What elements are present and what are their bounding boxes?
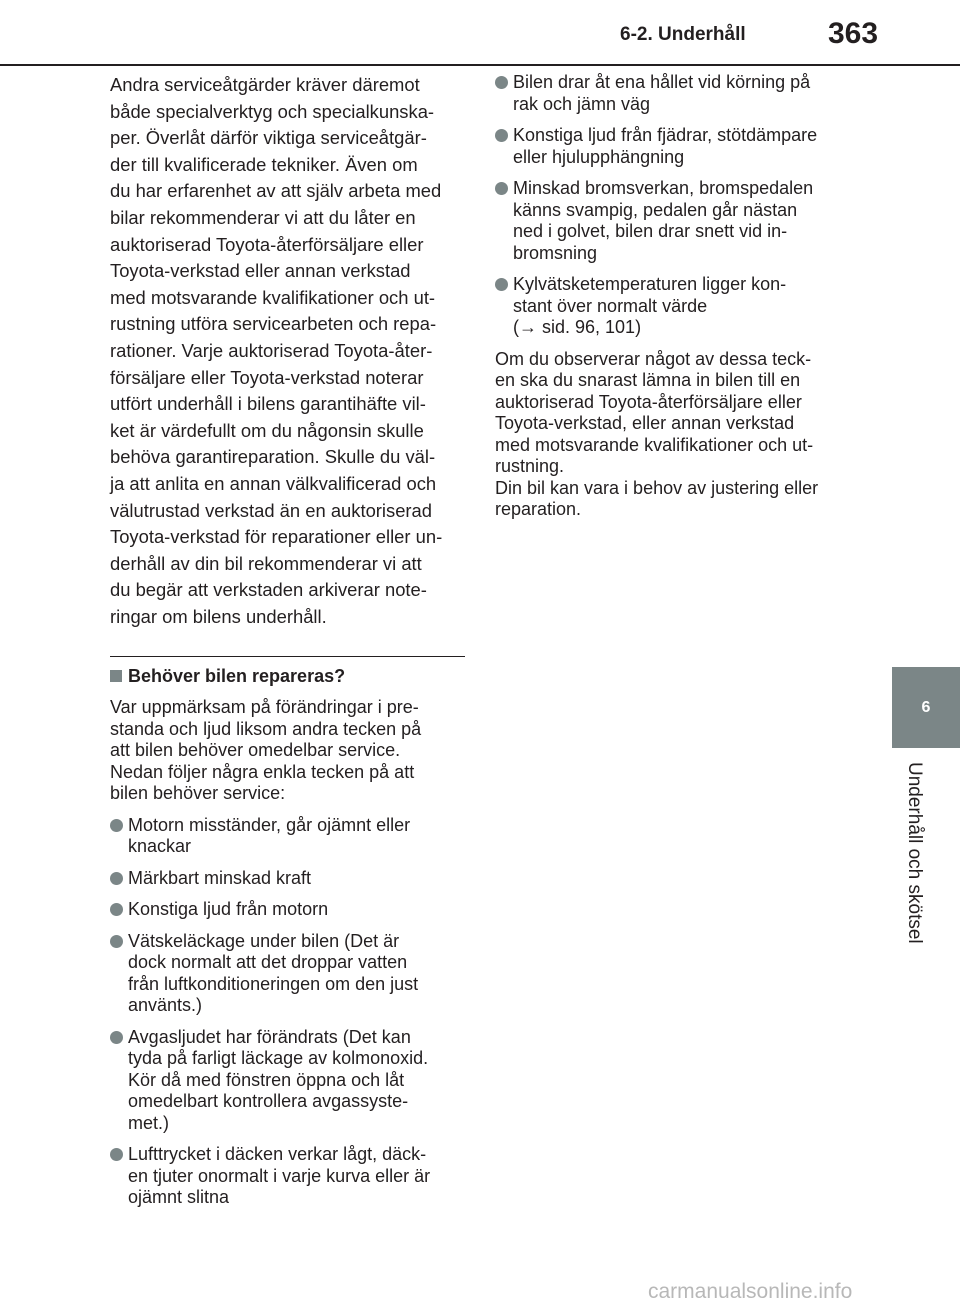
- chapter-tab: [892, 667, 960, 748]
- text-line: standa och ljud liksom andra tecken på: [110, 718, 422, 739]
- text-line: Konstiga ljud från motorn: [128, 899, 329, 920]
- text-line: Konstiga ljud från fjädrar, stötdämpare: [513, 125, 818, 145]
- text-line: använts.): [128, 995, 203, 1016]
- left-column: [110, 72, 465, 1219]
- text-line: ojämnt slitna: [128, 1187, 230, 1208]
- text-line: Din bil kan vara i behov av justering eller: [495, 477, 819, 498]
- text-line: försäljare eller Toyota-verkstad noterar: [110, 366, 424, 388]
- text-line: Lufttrycket i däcken verkar lågt, däck-: [128, 1144, 427, 1165]
- bullet-dot-icon: [495, 129, 508, 142]
- right-column: [495, 72, 855, 531]
- text-line: Minskad bromsverkan, bromspedalen: [513, 178, 814, 198]
- text-line: Toyota-verkstad, eller annan verkstad: [495, 413, 795, 433]
- text-line: du begär att verkstaden arkiverar note-: [110, 579, 427, 601]
- intro-paragraph: [110, 72, 465, 630]
- text-line: Kylvätsketemperaturen ligger kon-: [513, 274, 787, 294]
- text-line: tyda på farligt läckage av kolmonoxid.: [128, 1048, 429, 1069]
- square-bullet-icon: [110, 670, 122, 682]
- text-line: dock normalt att det droppar vatten: [128, 952, 408, 973]
- text-line: rationer. Varje auktoriserad Toyota-åter-: [110, 339, 433, 361]
- closing-paragraph: [495, 349, 855, 521]
- text-line: bilar rekommenderar vi att du låter en: [110, 206, 416, 228]
- text-line: Var uppmärksam på förändringar i pre-: [110, 697, 419, 718]
- text-line: ja att anlita en annan välkvalificerad och: [110, 472, 437, 494]
- text-line: rustning utföra servicearbeten och repa-: [110, 313, 437, 335]
- text-line: en ska du snarast lämna in bilen till en: [495, 370, 801, 390]
- text-line: Toyota-verkstad eller annan verkstad: [110, 260, 411, 282]
- text-line: Om du observerar något av dessa teck-: [495, 348, 812, 369]
- text-line: omedelbart kontrollera avgassyste-: [128, 1091, 409, 1112]
- text-line: Toyota-verkstad för reparationer eller un-: [110, 526, 443, 548]
- text-line: från luftkonditioneringen om den just: [128, 973, 419, 994]
- page-header: [0, 0, 960, 64]
- text-line: behöva garantireparation. Skulle du väl-: [110, 446, 436, 468]
- page-number: 363: [828, 17, 879, 50]
- bullet-item: [110, 815, 465, 858]
- section-heading: [110, 665, 465, 687]
- section-title: 6-2. Underhåll: [620, 24, 746, 45]
- text-line: Bilen drar åt ena hållet vid körning på: [513, 72, 811, 92]
- bullet-item: [110, 1144, 465, 1209]
- text-line: derhåll av din bil rekommenderar vi att: [110, 552, 422, 574]
- text-line: en tjuter onormalt i varje kurva eller är: [128, 1165, 431, 1186]
- text-line: känns svampig, pedalen går nästan: [513, 199, 798, 220]
- bullet-item: [110, 899, 465, 921]
- text-line: rustning.: [495, 456, 565, 476]
- text-line: eller hjulupphängning: [513, 146, 685, 167]
- bullet-list-left: [110, 815, 465, 1209]
- text-line: rak och jämn väg: [513, 93, 651, 114]
- text-line: Andra serviceåtgärder kräver däremot: [110, 74, 420, 95]
- bullet-item: [110, 868, 465, 890]
- text-line: (→ sid. 96, 101): [513, 317, 642, 337]
- bullet-dot-icon: [495, 182, 508, 195]
- bullet-dot-icon: [110, 935, 123, 948]
- text-line: Nedan följer några enkla tecken på att: [110, 761, 415, 782]
- header-rule: [0, 64, 960, 66]
- text-line: per. Överlåt därför viktiga serviceåtgär-: [110, 127, 427, 149]
- bullet-dot-icon: [110, 903, 123, 916]
- section-divider: [110, 656, 465, 657]
- text-line: ned i golvet, bilen drar snett vid in-: [513, 221, 788, 241]
- text-line: med motsvarande kvalifikationer och ut-: [495, 434, 814, 455]
- watermark: carmanualsonline.info: [648, 1280, 853, 1303]
- text-line: bromsning: [513, 242, 598, 263]
- bullet-list-right: [495, 72, 855, 339]
- text-line: stant över normalt värde: [513, 295, 708, 316]
- text-line: Kör då med fönstren öppna och låt: [128, 1069, 405, 1090]
- bullet-dot-icon: [110, 872, 123, 885]
- bullet-dot-icon: [110, 1031, 123, 1044]
- chapter-number: 6: [921, 698, 931, 716]
- text-line: auktoriserad Toyota-återförsäljare eller: [495, 391, 802, 412]
- bullet-dot-icon: [110, 1148, 123, 1161]
- text-line: auktoriserad Toyota-återförsäljare eller: [110, 233, 424, 255]
- text-line: att bilen behöver omedelbar service.: [110, 740, 401, 761]
- bullet-item: [495, 125, 855, 168]
- bullet-dot-icon: [495, 76, 508, 89]
- bullet-item: [495, 274, 855, 339]
- text-line: knackar: [128, 836, 192, 857]
- text-line: ringar om bilens underhåll.: [110, 605, 327, 627]
- text-line: med motsvarande kvalifikationer och ut-: [110, 286, 436, 308]
- text-line: met.): [128, 1112, 170, 1133]
- bullet-item: [110, 1027, 465, 1135]
- text-line: bilen behöver service:: [110, 783, 286, 804]
- bullet-item: [495, 178, 855, 264]
- text-line: Märkbart minskad kraft: [128, 867, 312, 888]
- section-heading-text: Behöver bilen repareras?: [128, 666, 346, 687]
- text-line: Motorn misständer, går ojämnt eller: [128, 814, 411, 835]
- lead-paragraph: [110, 697, 465, 805]
- text-line: utfört underhåll i bilens garantihäfte vil-: [110, 393, 426, 415]
- chapter-label: Underhåll och skötsel: [904, 762, 925, 944]
- text-line: ket är värdefullt om du någonsin skulle: [110, 419, 424, 441]
- text-line: der till kvalificerade tekniker. Även om: [110, 153, 418, 175]
- text-line: både specialverktyg och specialkunska-: [110, 100, 435, 122]
- bullet-dot-icon: [110, 819, 123, 832]
- text-line: Avgasljudet har förändrats (Det kan: [128, 1026, 411, 1047]
- text-line: Vätskeläckage under bilen (Det är: [128, 930, 400, 951]
- bullet-item: [495, 72, 855, 115]
- text-line: välutrustad verkstad än en auktoriserad: [110, 499, 433, 521]
- text-line: reparation.: [495, 499, 582, 519]
- text-line: du har erfarenhet av att själv arbeta med: [110, 180, 442, 202]
- bullet-dot-icon: [495, 278, 508, 291]
- bullet-item: [110, 931, 465, 1017]
